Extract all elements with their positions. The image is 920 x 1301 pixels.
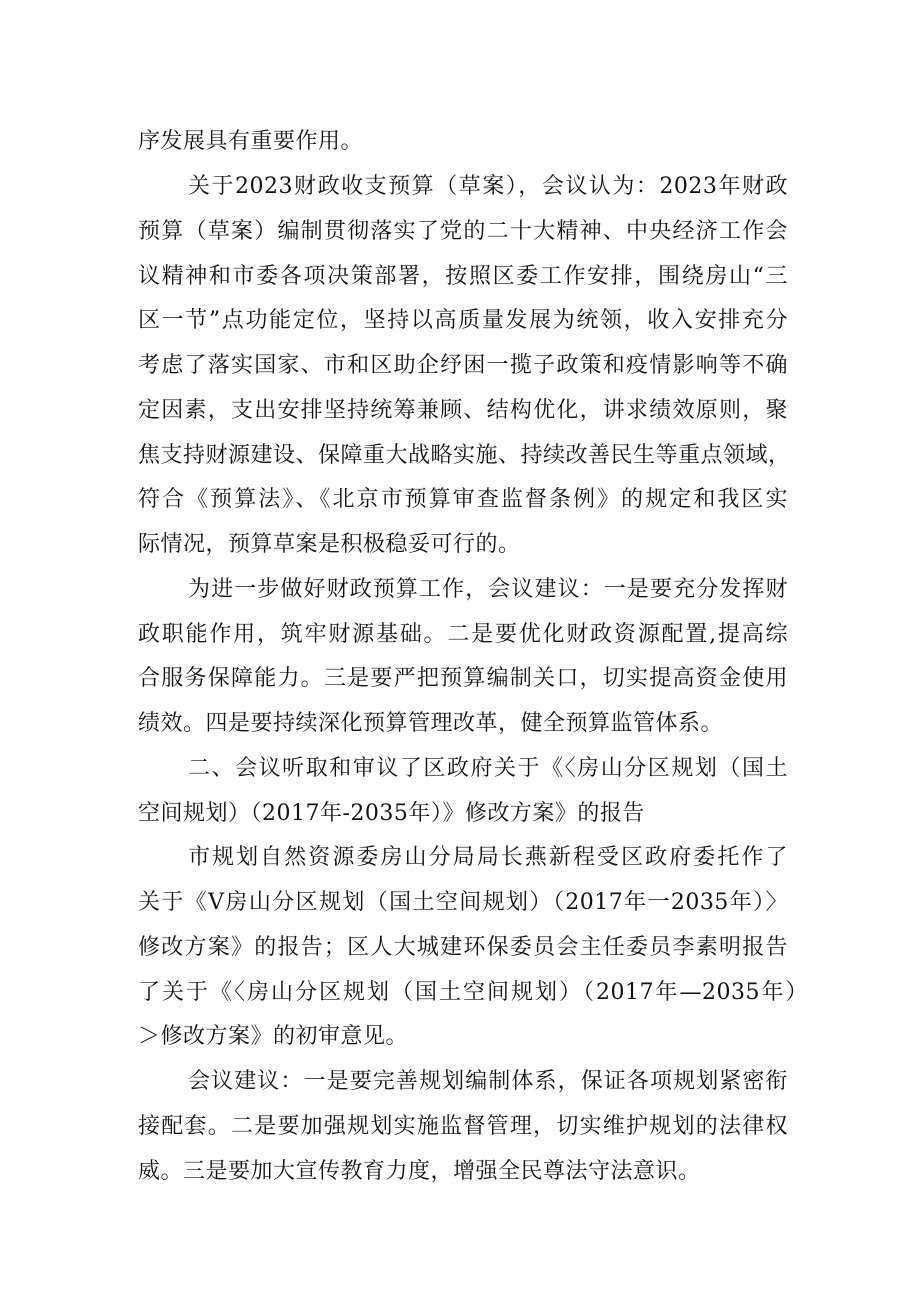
text-line: 绩效。四是要持续深化预算管理改革，健全预算监管体系。 (138, 711, 724, 736)
text-line: 预算（草案）编制贯彻落实了党的二十大精神、中央经济工作会 (138, 219, 788, 244)
text-line: 考虑了落实国家、市和区助企纾困一揽子政策和疫情影响等不确 (138, 353, 788, 378)
text-line: ＞修改方案》的初审意见。 (138, 1024, 409, 1049)
text-line: 合服务保障能力。三是要严把预算编制关口，切实提高资金使用 (138, 666, 788, 691)
text-line: 市规划自然资源委房山分局局长燕新程受区政府委托作了 (188, 845, 788, 870)
text-line: 区一节”点功能定位，坚持以高质量发展为统领，收入安排充分 (138, 308, 788, 333)
section-heading: 二、会议听取和审议了区政府关于《〈房山分区规划（国土 (188, 756, 788, 781)
text-line: 威。三是要加大宣传教育力度，增强全民尊法守法意识。 (138, 1159, 701, 1184)
text-line: 议精神和市委各项决策部署，按照区委工作安排，围绕房山“三 (138, 264, 788, 289)
section-heading: 空间规划）（2017年-2035年）》修改方案》的报告 (138, 801, 645, 826)
text-line: 修改方案》的报告；区人大城建环保委员会主任委员李素明报告 (138, 935, 788, 960)
text-line: 序发展具有重要作用。 (138, 129, 364, 154)
text-line: 接配套。二是要加强规划实施监督管理，切实维护规划的法律权 (138, 1114, 788, 1139)
text-line: 关于《V房山分区规划（国土空间规划）（2017年一2035年）〉 (138, 890, 788, 915)
text-line: 关于2023财政收支预算（草案），会议认为：2023年财政 (188, 174, 788, 199)
text-line: 焦支持财源建设、保障重大战略实施、持续改善民生等重点领域， (138, 443, 791, 468)
text-line: 际情况，预算草案是积极稳妥可行的。 (138, 532, 521, 557)
text-line: 定因素，支出安排坚持统筹兼顾、结构优化，讲求绩效原则，聚 (138, 398, 788, 423)
text-line: 会议建议：一是要完善规划编制体系，保证各项规划紧密衔 (188, 1069, 788, 1094)
text-line: 了关于《〈房山分区规划（国土空间规划）（2017年—2035年） (138, 980, 808, 1005)
text-line: 符合《预算法》、《北京市预算审查监督条例》的规定和我区实 (138, 487, 788, 512)
text-line: 政职能作用，筑牢财源基础。二是要优化财政资源配置,提高综 (138, 622, 788, 647)
text-line: 为进一步做好财政预算工作，会议建议：一是要充分发挥财 (188, 577, 788, 602)
